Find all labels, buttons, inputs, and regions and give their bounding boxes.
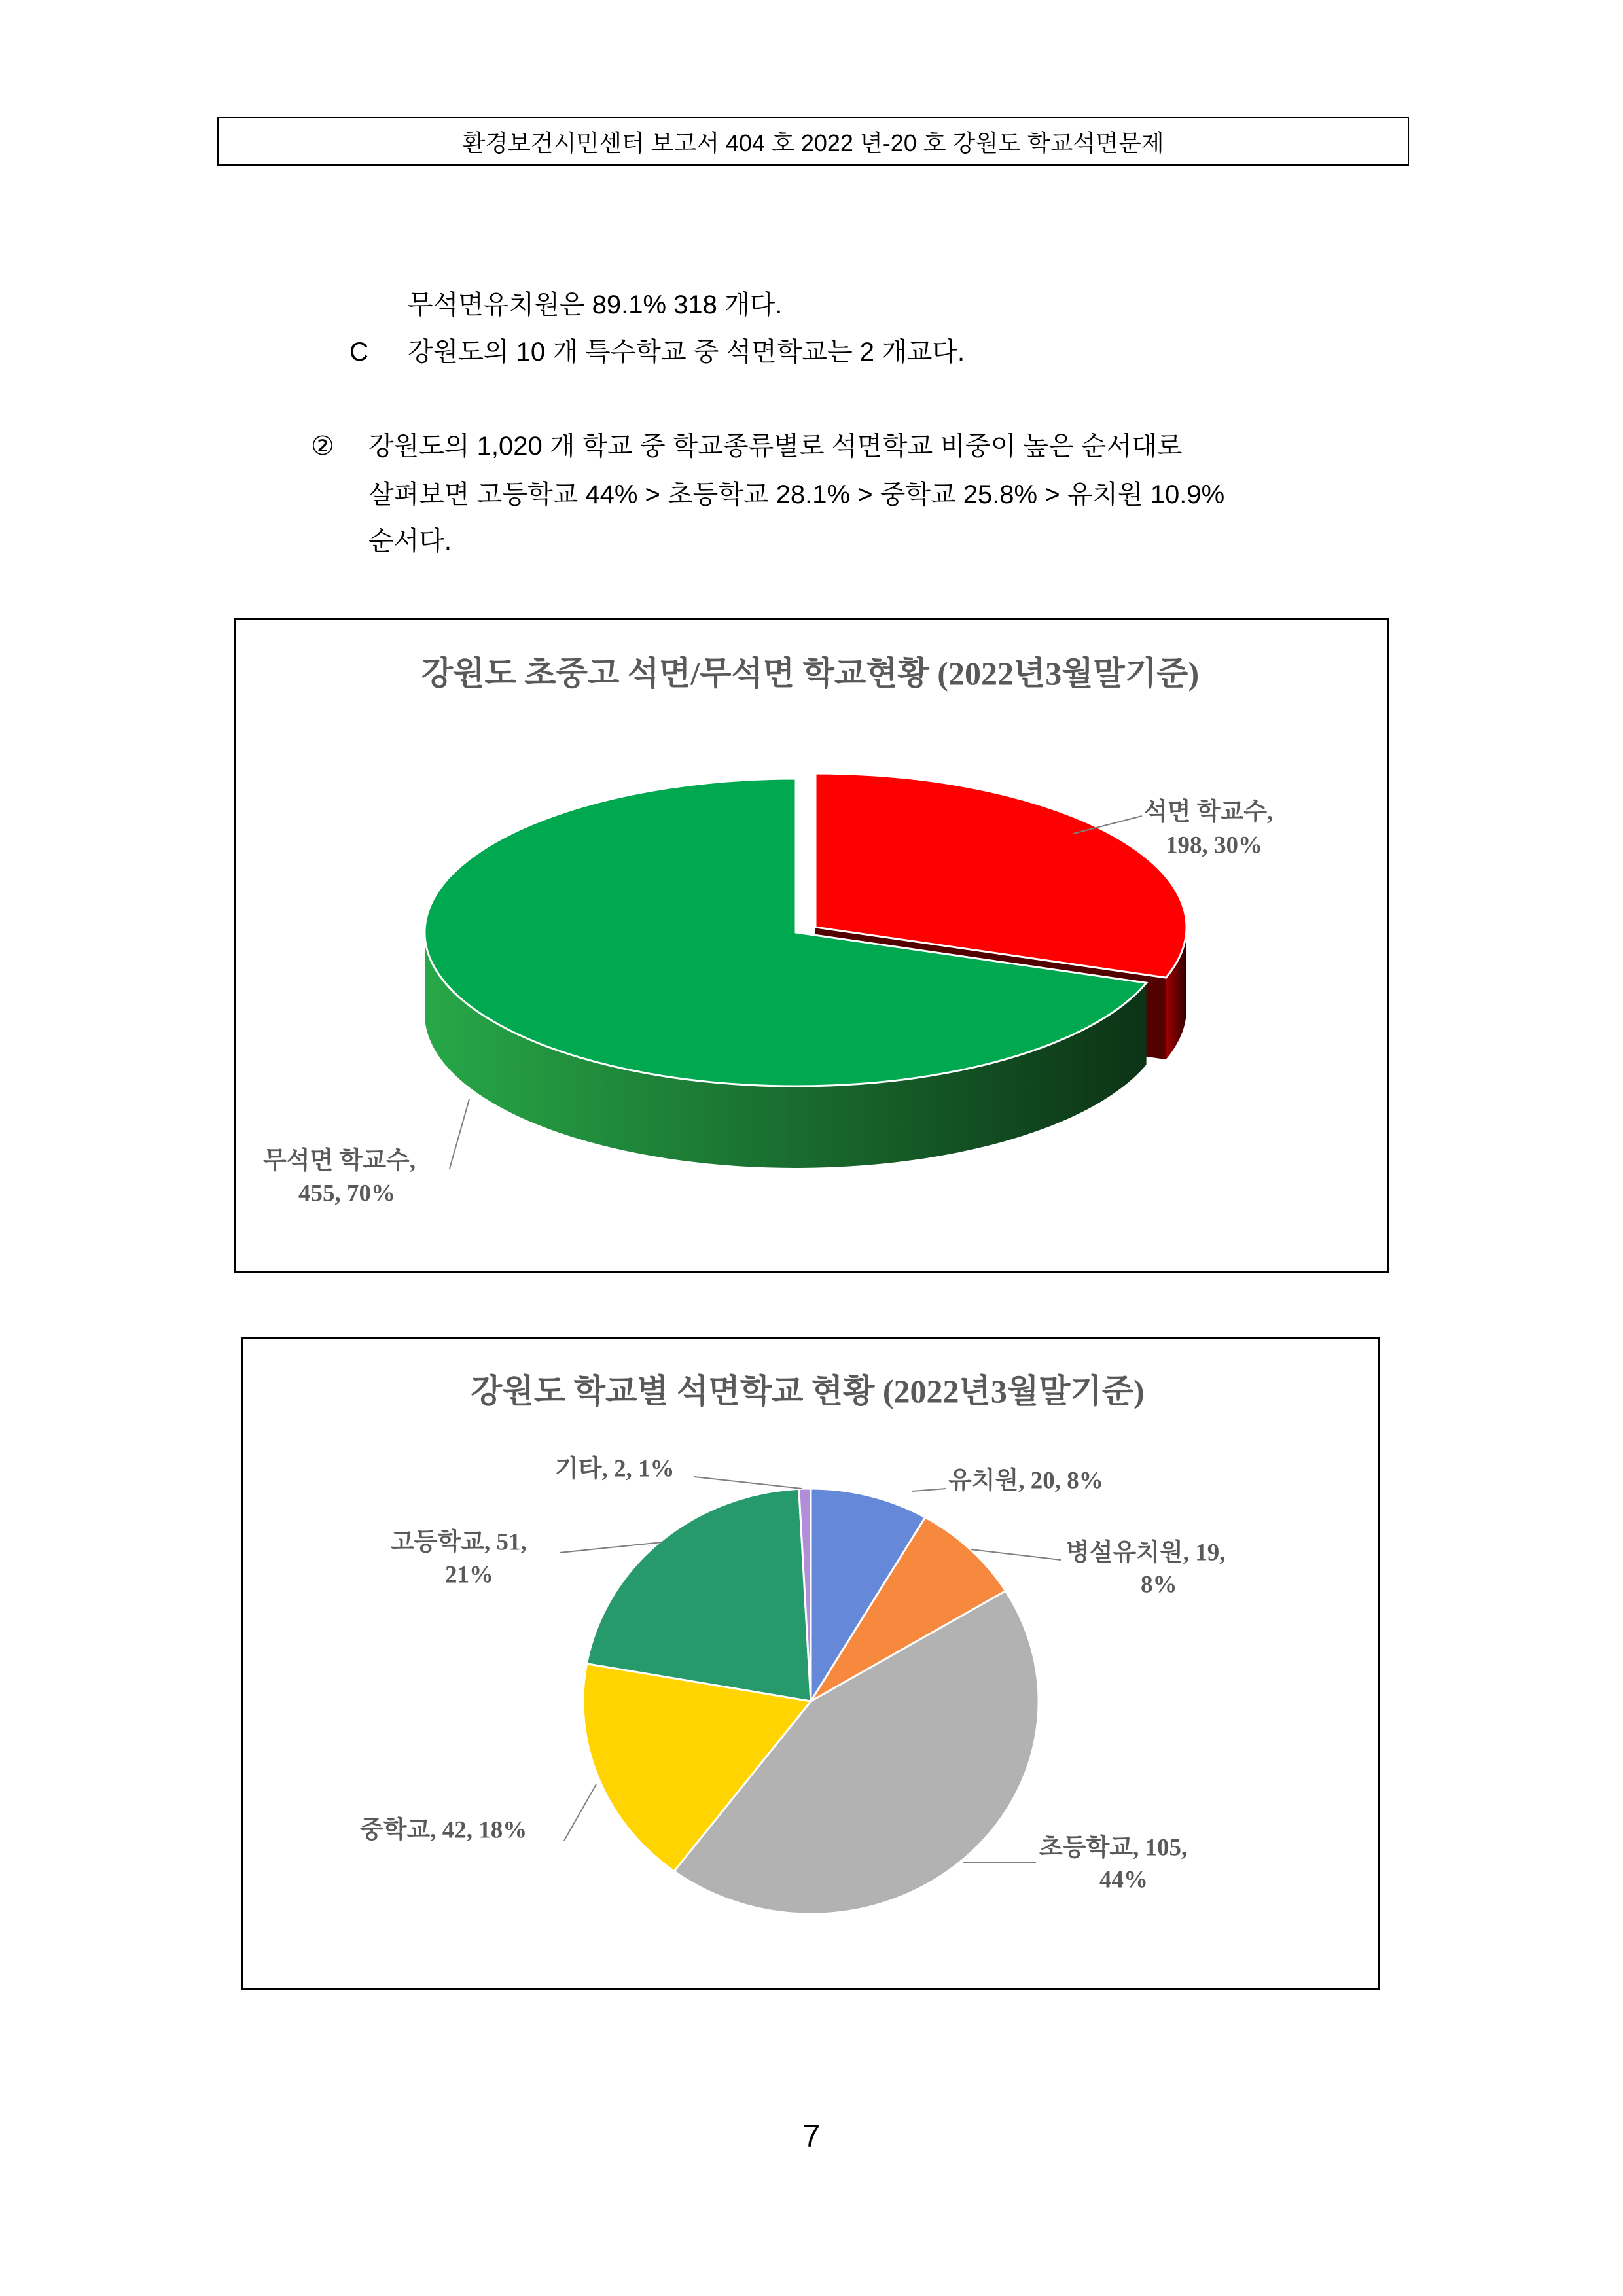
slice-label: 병설유치원, 19, — [1066, 1539, 1226, 1566]
slice-value-label: 44% — [1099, 1866, 1148, 1894]
slice-label: 유치원, 20, 8% — [948, 1467, 1103, 1494]
slice-value-label: 198, 30% — [1166, 832, 1262, 859]
slice-value-label: 455, 70% — [298, 1180, 395, 1207]
slice-label: 고등학교, 51, — [391, 1528, 527, 1556]
leader-line — [912, 1489, 946, 1491]
chart-title: 강원도 초중고 석면/무석면 학교현황 (2022년3월말기준) — [421, 655, 1200, 692]
leader-line — [564, 1784, 596, 1841]
list-item-line: 강원도의 1,020 개 학교 중 학교종류별로 석면학교 비중이 높은 순서대로 — [368, 432, 1183, 461]
bullet-text: 강원도의 10 개 특수학교 중 석면학교는 2 개교다. — [408, 338, 965, 366]
slice-label: 무석면 학교수, — [263, 1147, 416, 1174]
leader-line — [694, 1477, 802, 1489]
list-item-marker: ② — [311, 432, 334, 461]
slice-label: 중학교, 42, 18% — [360, 1816, 527, 1844]
leader-line — [971, 1549, 1061, 1560]
slice-label: 기타, 2, 1% — [555, 1455, 675, 1483]
slice-label: 석면 학교수, — [1144, 798, 1274, 826]
school-type-pie-chart — [241, 1337, 1380, 1990]
chart-title: 강원도 학교별 석면학교 현황 (2022년3월말기준) — [471, 1373, 1145, 1409]
leader-line — [450, 1099, 469, 1169]
slice-label: 초등학교, 105, — [1039, 1834, 1188, 1862]
slice-value-label: 21% — [445, 1561, 493, 1589]
bullet-marker: C — [349, 338, 368, 366]
list-item-line: 살펴보면 고등학교 44% > 초등학교 28.1% > 중학교 25.8% > 유치원 10.9% — [368, 480, 1225, 509]
leader-line — [560, 1542, 662, 1553]
pie-slice — [587, 1489, 812, 1701]
chart2-canvas — [243, 1339, 1380, 1990]
list-item-line: 순서다. — [368, 527, 452, 556]
slice-value-label: 8% — [1141, 1571, 1177, 1598]
paragraph-line: 무석면유치원은 89.1% 318 개다. — [408, 291, 783, 319]
report-header — [217, 117, 1409, 166]
page-number: 7 — [802, 2119, 821, 2154]
chart1-canvas — [236, 620, 1389, 1273]
report-header-title: 환경보건시민센터 보고서 404 호 2022 년-20 호 강원도 학교석면문제 — [462, 129, 1164, 156]
asbestos-status-3d-pie-chart — [234, 618, 1389, 1273]
